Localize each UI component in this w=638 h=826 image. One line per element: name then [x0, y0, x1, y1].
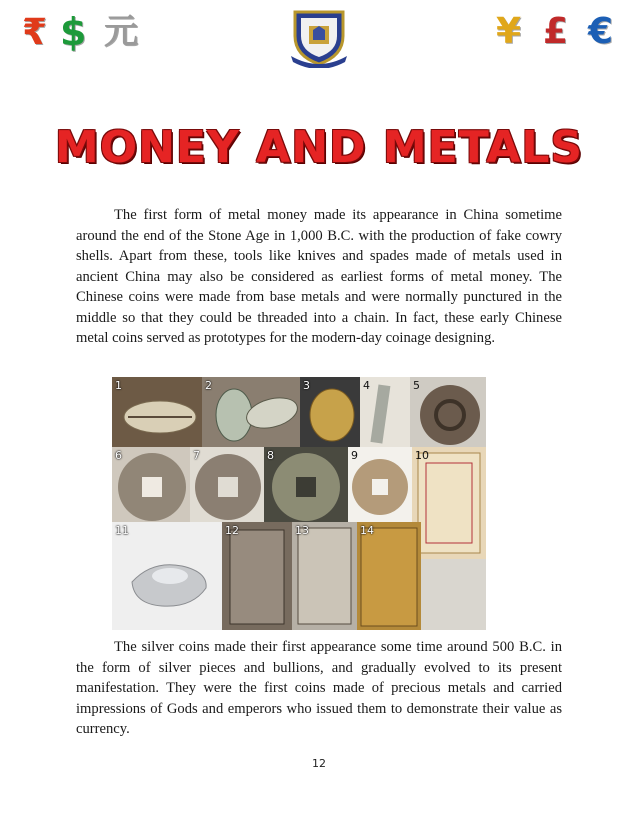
round-coin-tile [410, 377, 486, 447]
yuan-icon: 元 [104, 12, 138, 52]
knife-money-tile [360, 377, 410, 447]
image-number: 11 [115, 524, 129, 537]
image-number: 2 [205, 379, 212, 392]
page-title: MONEY AND METALS [54, 122, 584, 173]
paragraph-intro: The first form of metal money made its appearance in China sometime around the end of the Stone Age in 1,000 B.C. with the production of fake cowry shells. Apart from these, tools like knives and spades made of metals used in ancient China may also be considered as earliest forms of metal money. The Chinese coins were made from base metals and were normally punctured in the middle so that they could be threaded into a chain. In fact, these early Chinese metal coins served as prototypes for the modern-day coinage designing. [76, 207, 562, 346]
image-number: 12 [225, 524, 239, 537]
image-number: 6 [115, 449, 122, 462]
image-number: 1 [115, 379, 122, 392]
yen-icon: ¥ [496, 11, 522, 52]
page-number: 12 [312, 757, 326, 770]
pound-icon: £ [543, 11, 569, 52]
image-number: 5 [413, 379, 420, 392]
square-hole-coin-tile [190, 447, 264, 522]
paper-note-tile [357, 522, 421, 630]
square-hole-coin-tile [348, 447, 412, 522]
gold-shell-tile [300, 377, 360, 447]
image-number: 13 [295, 524, 309, 537]
paper-note-tile [222, 522, 292, 630]
image-number: 14 [360, 524, 374, 537]
dollar-icon: $ [60, 10, 87, 54]
silver-ingot-tile [112, 522, 222, 630]
image-number: 3 [303, 379, 310, 392]
image-number: 8 [267, 449, 274, 462]
image-number: 10 [415, 449, 429, 462]
image-number: 4 [363, 379, 370, 392]
paper-note-tile [412, 447, 486, 559]
square-hole-coin-tile [112, 447, 190, 522]
euro-icon: € [588, 11, 614, 52]
paragraph-silver-coins: The silver coins made their first appearance some time around 500 B.C. in the form of silver pieces and bullions, and gradually evolved to its present manifestation. They were the first coins made of precious metals and carried impressions of Gods and emperors who issued them to demonstrate their value as currency. [76, 639, 562, 737]
cowry-shell-tile [202, 377, 300, 447]
coin-collage-image [112, 377, 486, 630]
paper-note-tile [292, 522, 357, 630]
image-number: 7 [193, 449, 200, 462]
rupee-icon: ₹ [22, 12, 48, 53]
image-number: 9 [351, 449, 358, 462]
square-hole-coin-tile [264, 447, 348, 522]
cowry-shell-tile [112, 377, 202, 447]
crest-emblem [287, 6, 351, 68]
header-icons [0, 0, 638, 70]
